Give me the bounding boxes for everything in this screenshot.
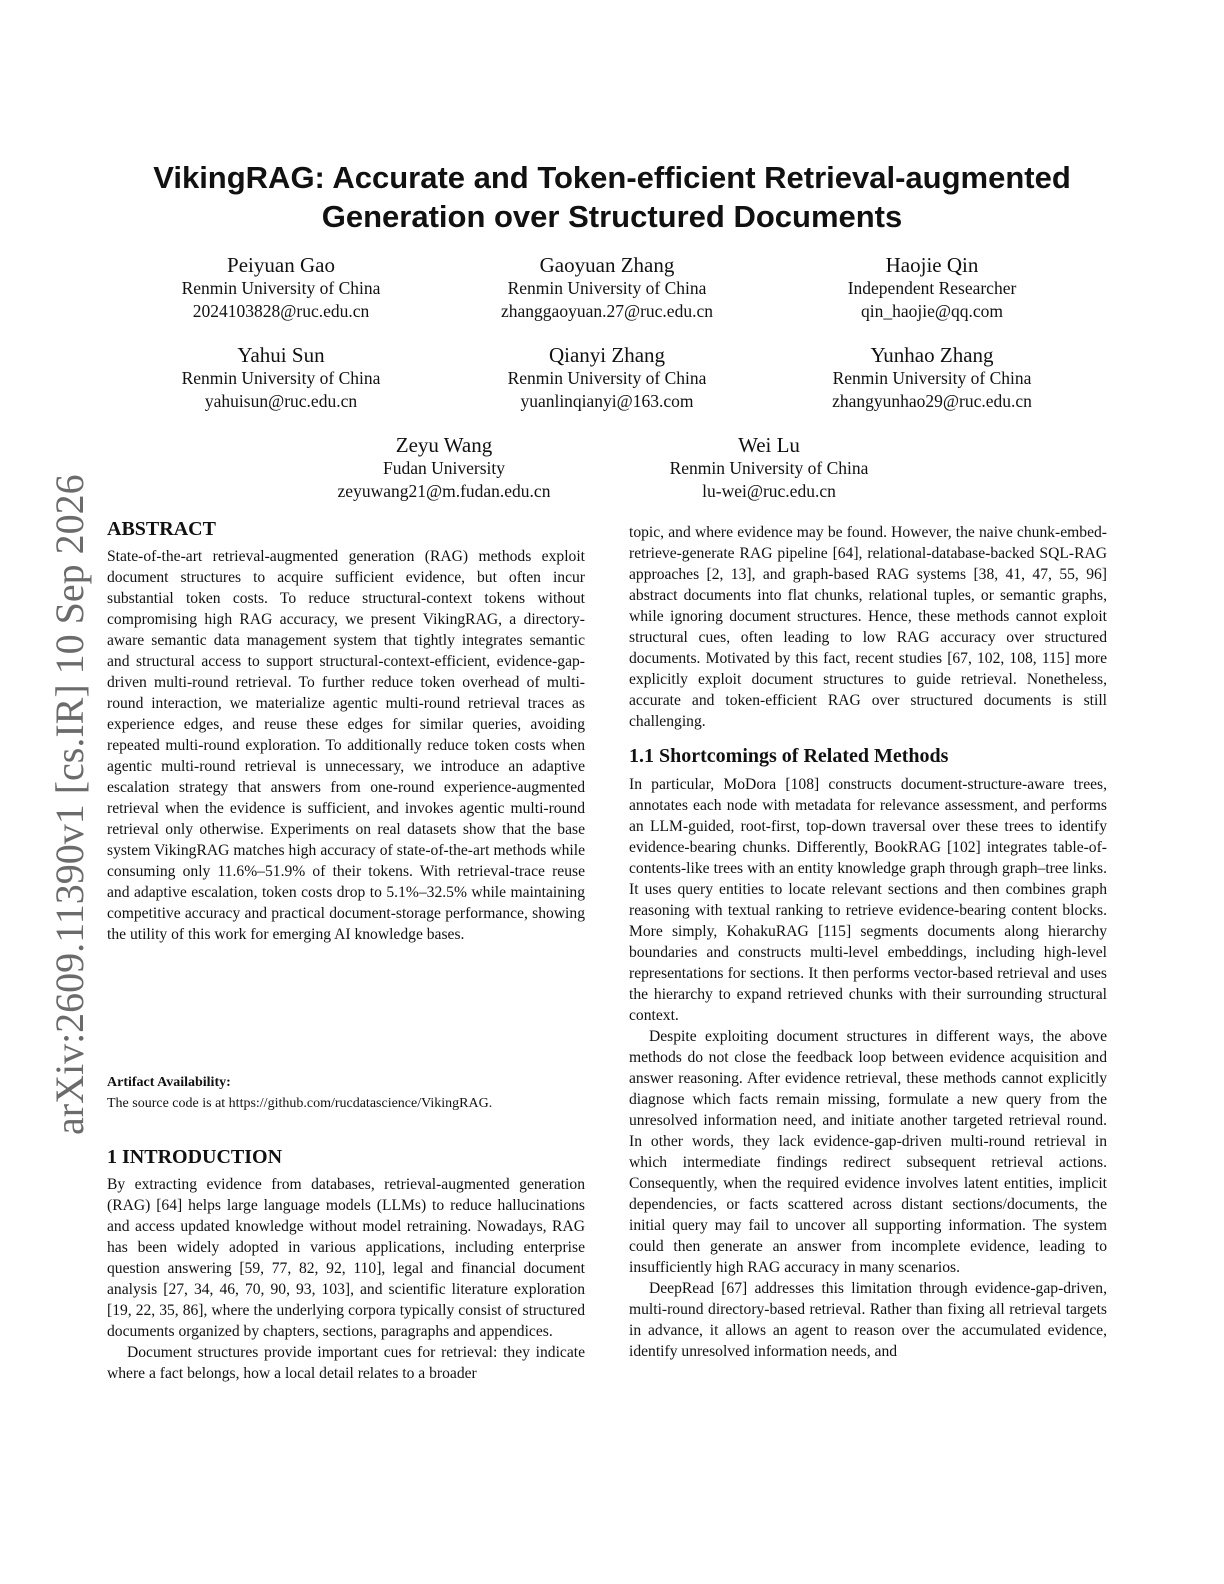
author-block	[279, 433, 609, 503]
author-block	[767, 343, 1097, 413]
intro-paragraph: By extracting evidence from databases, retrieval-augmented generation (RAG) [64] helps large language models (LLMs) to reduce hallucinations and access updated knowledge without model retraining. Nowadays, RAG has been widely adopted in various applications, including enterprise question answering [59, 77, 82, 92, 110], legal and financial document analysis [27, 34, 46, 70, 90, 93, 103], and scientific literature exploration [19, 22, 35, 86], where the underlying corpora typically consist of structured documents organized by chapters, sections, paragraphs and appendices.	[107, 1176, 585, 1340]
subsection-heading: 1.1 Shortcomings of Related Methods	[629, 745, 949, 767]
author-block	[116, 343, 446, 413]
author-name: Zeyu Wang	[395, 433, 493, 457]
abstract-heading: ABSTRACT	[107, 518, 216, 540]
author-block	[767, 253, 1097, 323]
author-name: Yunhao Zhang	[870, 343, 994, 367]
title-line-2: Generation over Structured Documents	[321, 199, 903, 234]
author-block	[604, 433, 934, 503]
right-column-body	[629, 774, 1107, 1362]
author-block	[442, 253, 772, 323]
author-name: Haojie Qin	[885, 253, 979, 277]
author-affiliation: Renmin University of China	[669, 458, 869, 478]
author-affiliation: Renmin University of China	[181, 368, 381, 388]
author-email: yahuisun@ruc.edu.cn	[204, 391, 358, 411]
related-paragraph: Despite exploiting document structures in different ways, the above methods do not close the feedback loop between evidence acquisition and answer reasoning. After evidence retrieval, these methods cannot explicitly diagnose which facts remain missing, formulate a new query from the unresolved information need, and initiate another targeted retrieval round. In other words, they lack evidence-gap-driven multi-round retrieval in which intermediate findings redirect subsequent retrieval actions. Consequently, when the required evidence involves latent entities, implicit dependencies, or facts scattered across distant sections/documents, the initial query may fail to uncover all supporting information. The system could then generate an answer from incomplete evidence, leading to insufficiently high RAG accuracy in many scenarios.	[629, 1028, 1107, 1276]
introduction-body	[107, 1174, 585, 1384]
author-affiliation: Fudan University	[382, 458, 505, 478]
author-name: Qianyi Zhang	[548, 343, 666, 367]
author-affiliation: Renmin University of China	[507, 368, 707, 388]
author-email: zhangyunhao29@ruc.edu.cn	[832, 391, 1032, 411]
artifact-text: The source code is at https://github.com/rucdatascience/VikingRAG.	[107, 1096, 493, 1111]
related-paragraph: DeepRead [67] addresses this limitation through evidence-gap-driven, multi-round directory-based retrieval. Rather than fixing all retrieval targets in advance, it allows an agent to reason over the accumulated evidence, identify unresolved information needs, and	[629, 1280, 1107, 1360]
author-email: zhanggaoyuan.27@ruc.edu.cn	[501, 301, 713, 321]
author-name: Yahui Sun	[237, 343, 325, 367]
paper-title	[100, 158, 1124, 236]
author-name: Peiyuan Gao	[227, 253, 335, 277]
author-block	[442, 343, 772, 413]
author-name: Wei Lu	[738, 433, 800, 457]
title-line-1: VikingRAG: Accurate and Token-efficient Retrieval-augmented	[153, 160, 1071, 195]
right-column-top	[629, 522, 1107, 732]
author-email: zeyuwang21@m.fudan.edu.cn	[337, 481, 551, 501]
author-name: Gaoyuan Zhang	[539, 253, 675, 277]
related-paragraph: In particular, MoDora [108] constructs document-structure-aware trees, annotates each node with metadata for relevance assessment, and performs an LLM-guided, root-first, top-down traversal over these trees to identify evidence-bearing chunks. Differently, BookRAG [102] integrates table-of-contents-like trees with an entity knowledge graph through graph–tree links. It uses query entities to locate relevant sections and then combines graph reasoning with textual ranking to retrieve evidence-bearing content blocks. More simply, KohakuRAG [115] segments documents along hierarchy boundaries and constructs multi-level embeddings, including high-level representations for sections. It then performs vector-based retrieval and uses the hierarchy to expand retrieved chunks with their surrounding structural context.	[629, 776, 1107, 1024]
author-block	[116, 253, 446, 323]
artifact-heading: Artifact Availability:	[107, 1075, 231, 1090]
author-affiliation: Renmin University of China	[832, 368, 1032, 388]
abstract-text: State-of-the-art retrieval-augmented generation (RAG) methods exploit document structures to acquire sufficient evidence, but often incur substantial token costs. To reduce structural-context tokens without compromising high RAG accuracy, we present VikingRAG, a directory-aware semantic data management system that tightly integrates semantic and structural access to support structural-context-efficient, evidence-gap-driven multi-round retrieval. To further reduce token overhead of multi-round interaction, we materialize agentic multi-round retrieval traces as experience edges, and reuse these edges for similar queries, avoiding repeated multi-round exploration. To additionally reduce token costs when agentic multi-round retrieval is unnecessary, we introduce an adaptive escalation strategy that answers from one-round experience-augmented retrieval when the evidence is sufficient, and invokes agentic multi-round retrieval only otherwise. Experiments on real datasets show that the base system VikingRAG matches high accuracy of state-of-the-art methods while consuming only 11.6%–51.9% of their tokens. With retrieval-trace reuse and adaptive escalation, token costs drop to 5.1%–32.5% while maintaining competitive accuracy and practical document-storage performance, showing the utility of this work for emerging AI knowledge bases.	[107, 548, 585, 943]
author-affiliation: Renmin University of China	[181, 278, 381, 298]
arxiv-identifier: arXiv:2609.11390v1 [cs.IR] 10 Sep 2026	[47, 474, 92, 1135]
abstract-body	[107, 546, 585, 945]
author-email: qin_haojie@qq.com	[861, 301, 1003, 321]
intro-paragraph: Document structures provide important cues for retrieval: they indicate where a fact belongs, how a local detail relates to a broader	[107, 1344, 585, 1382]
intro-paragraph-continued: topic, and where evidence may be found. However, the naive chunk-embed-retrieve-generate RAG pipeline [64], relational-database-backed SQL-RAG approaches [2, 13], and graph-based RAG systems [38, 41, 47, 55, 96] abstract documents into flat chunks, relational tuples, or semantic graphs, while ignoring document structures. Hence, these methods cannot exploit structural cues, often leading to low RAG accuracy over structured documents. Motivated by this fact, recent studies [67, 102, 108, 115] more explicitly exploit document structures to guide retrieval. Nonetheless, accurate and token-efficient RAG over structured documents is still challenging.	[629, 524, 1107, 730]
author-email: lu-wei@ruc.edu.cn	[702, 481, 836, 501]
author-email: 2024103828@ruc.edu.cn	[192, 301, 370, 321]
author-affiliation: Renmin University of China	[507, 278, 707, 298]
author-affiliation: Independent Researcher	[847, 278, 1017, 298]
author-email: yuanlinqianyi@163.com	[520, 391, 694, 411]
introduction-heading: 1 INTRODUCTION	[107, 1146, 283, 1168]
